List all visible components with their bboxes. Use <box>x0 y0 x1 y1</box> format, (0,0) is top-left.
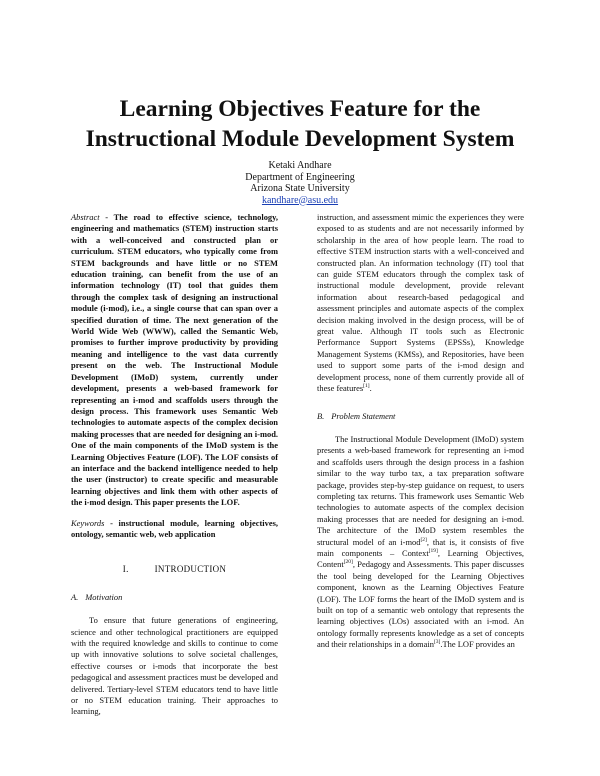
subheading-problem-statement <box>317 411 524 422</box>
paragraph-end: . <box>369 383 372 394</box>
paper-title <box>40 94 560 154</box>
abstract-text: - The road to effective science, technology, engineering and mathematics (STEM) instruction starts with a well-conceived and constructed plan or curriculum. STEM educators, who typically come from STEM backgrounds and have little or no STEM education training, can benefit from the use of an information technology (IT) tool that guides them through the complex task of designing an instructional module (i-mod), i.e., a single course that can span over a specified duration of time. The next generation of the World Wide Web (WWW), called the Semantic Web, promises to further improve productivity by providing meaning and intelligence to the vast data currently present on the web. The Instructional Module Development (IMoD) system, currently under development, presents a web-based framework for representing an i-mod and scaffolds users through the design process. This framework uses Semantic Web technologies to automate aspects of the complex decision making processes that are needed for designing an i-mod. One of the main components of the IMoD system is the Learning Objectives Feature (LOF). The LOF consists of an interface and the backend intelligence needed to help the user (instructor) to create specific and measurable learning objectives and link them with other aspects of the i-mod design. This paper presents the LOF. <box>71 212 278 508</box>
section-heading-introduction <box>71 564 278 575</box>
problem-text-e: .The LOF provides an <box>440 639 515 650</box>
author-email-link[interactable]: kandhare@asu.edu <box>261 194 339 206</box>
title-line-1: Learning Objectives Feature for the <box>119 96 481 122</box>
author-university: Arizona State University <box>250 183 350 194</box>
author-name: Ketaki Andhare <box>268 160 332 171</box>
keywords-paragraph <box>71 518 278 541</box>
section-number: I. <box>122 564 129 575</box>
problem-text-c: , Learning Objectives, Content <box>317 547 524 570</box>
keywords-lead: Keywords <box>71 517 105 528</box>
citation-20: [20] <box>343 559 353 566</box>
citation-2: [2] <box>420 536 427 543</box>
abstract-lead: Abstract <box>71 212 100 222</box>
title-line-2: Instructional Module Development System <box>85 126 515 152</box>
citation-19: [19] <box>428 548 438 555</box>
motivation-text-continued: instruction, and assessment mimic the experiences they were exposed to as students and are not necessarily informed by scholarship in the area of how people learn. The road to effective STEM instruction starts with a well-conceived and constructed plan. An information technology (IT) tool that can guide STEM educators through the complex task of instructional module development, provide relevant information about research-based pedagogical and assessment principles and automate aspects of the complex decision making involved in the design process, will be of great value. Although IT tools such as Electronic Performance Support Systems (EPSSs), Knowledge Management Systems (KMSs), and Repositories, have been used to support some parts of the i-mod design and development process, none of them currently provide all of these features <box>317 212 524 394</box>
problem-text-d: , Pedagogy and Assessments. This paper discusses the tool being developed for the Learning Objectives component, known as the Learning Objectives Feature (LOF). The LOF forms the heart of the IMoD system and is built on top of a semantic web ontology that represents the learning objectives (LOs) associated with an i-mod. An ontology formally represents knowledge as a set of concepts and their relationships in a domain <box>317 559 524 650</box>
author-department: Department of Engineering <box>245 171 355 183</box>
abstract-paragraph <box>71 212 278 509</box>
subheading-letter: B. <box>317 410 325 421</box>
problem-text-b: , that is, it consists of five main components – Context <box>317 536 524 558</box>
citation-1: [1] <box>363 383 370 390</box>
subheading-motivation <box>71 592 278 603</box>
right-column <box>317 212 524 651</box>
motivation-paragraph-continued <box>317 212 524 395</box>
keywords-text: - instructional module, learning objectives, ontology, semantic web, web application <box>71 517 278 539</box>
subheading-title: Problem Statement <box>331 410 396 421</box>
subheading-title: Motivation <box>85 591 123 602</box>
citation-3: [3] <box>433 639 441 646</box>
section-title: INTRODUCTION <box>154 564 227 575</box>
author-block <box>150 160 450 206</box>
problem-statement-paragraph <box>317 434 524 651</box>
motivation-paragraph: To ensure that future generations of engineering, science and other technological practitioners are equipped with the required knowledge and skills to continue to come up with innovative solutions to solve societal challenges, effective courses or i-mods that incorporate the best pedagogical and assessment practices must be developed and delivered. Tertiary-level STEM educators tend to have little or no STEM education training. Their approaches to learning, <box>71 615 278 717</box>
left-column <box>71 212 278 718</box>
subheading-letter: A. <box>71 591 79 602</box>
problem-text-a: The Instructional Module Development (IMoD) system presents a web-based framework for representing an i-mod and scaffolds users through the design process in a fashion similar to the way turbo tax, a tax preparation software package, provides step-by-step guidance on request, to users completing tax returns. This framework uses Semantic Web technologies to automate aspects of the complex decision making processes that are needed for designing an i-mod. The architecture of the IMoD system resembles the structural model of an i-mod <box>317 433 524 547</box>
